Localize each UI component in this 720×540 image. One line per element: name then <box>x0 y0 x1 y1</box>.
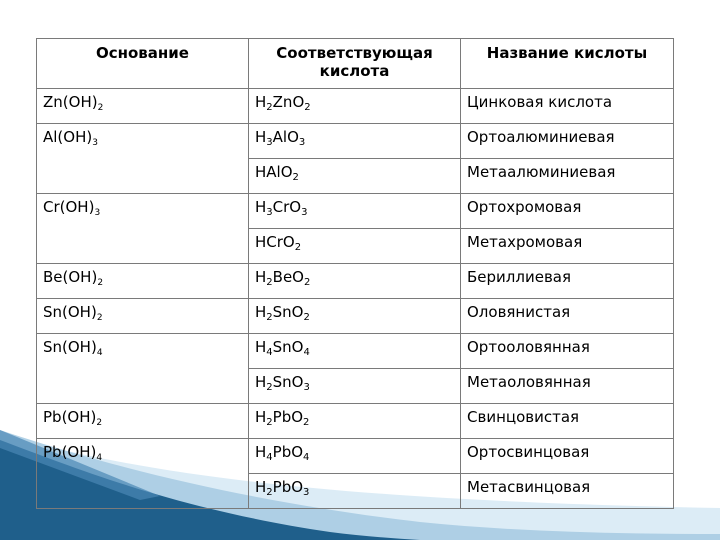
formula-subscript: 2 <box>266 102 273 113</box>
formula-text: Pb(OH) <box>43 443 97 461</box>
formula-text: HCrO <box>255 233 295 251</box>
acid-name-cell: Оловянистая <box>461 299 674 334</box>
formula-text: ZnO <box>272 93 305 111</box>
formula-subscript: 3 <box>303 487 310 498</box>
formula-text: H <box>255 303 267 321</box>
formula-subscript: 2 <box>266 382 273 393</box>
formula-subscript: 4 <box>303 347 310 358</box>
acid-formula-cell <box>249 334 461 369</box>
acid-formula-cell <box>249 194 461 229</box>
table-row <box>37 89 674 124</box>
table-row <box>37 404 674 439</box>
table-row <box>37 334 674 369</box>
acid-table <box>36 38 674 509</box>
formula-text: Zn(OH) <box>43 93 98 111</box>
formula-subscript: 2 <box>294 242 302 253</box>
formula-subscript: 3 <box>301 207 308 218</box>
table-row <box>37 124 674 159</box>
formula-text: SnO <box>272 338 304 356</box>
acid-name-cell: Ортохромовая <box>461 194 674 229</box>
formula-text: Be(OH) <box>43 268 98 286</box>
formula-text: H <box>255 478 267 496</box>
formula-text: Sn(OH) <box>43 303 97 321</box>
formula-text: AlO <box>272 128 299 146</box>
formula-subscript: 2 <box>303 417 310 428</box>
acid-formula-cell <box>249 159 461 194</box>
formula-text: SnO <box>272 373 304 391</box>
acid-formula-cell <box>249 474 461 509</box>
formula-text: Pb(OH) <box>43 408 97 426</box>
formula-subscript: 4 <box>96 348 103 358</box>
acid-name-cell: Ортосвинцовая <box>461 439 674 474</box>
acid-formula-cell <box>249 299 461 334</box>
formula-subscript: 2 <box>292 172 299 183</box>
table-row <box>37 299 674 334</box>
formula-subscript: 2 <box>266 312 273 323</box>
formula-text: HAlO <box>255 163 293 181</box>
table-row <box>37 194 674 229</box>
table-body <box>37 89 674 509</box>
formula-subscript: 2 <box>266 487 273 498</box>
base-formula-cell <box>37 124 249 194</box>
acid-name-cell: Бериллиевая <box>461 264 674 299</box>
formula-text: H <box>255 338 267 356</box>
formula-subscript: 3 <box>266 207 273 218</box>
formula-text: BeO <box>272 268 304 286</box>
header-base: Основание <box>37 39 249 89</box>
formula-text: PbO <box>272 478 304 496</box>
formula-text: Sn(OH) <box>43 338 97 356</box>
formula-text: SnO <box>272 303 304 321</box>
formula-subscript: 3 <box>94 208 101 218</box>
base-formula-cell <box>37 334 249 404</box>
base-formula-cell <box>37 404 249 439</box>
formula-subscript: 2 <box>97 278 104 288</box>
formula-text: H <box>255 373 267 391</box>
formula-text: H <box>255 128 267 146</box>
formula-subscript: 2 <box>304 102 311 113</box>
formula-text: H <box>255 93 267 111</box>
formula-subscript: 4 <box>96 453 103 463</box>
formula-subscript: 3 <box>266 137 273 148</box>
header-acid: Соответствующая кислота <box>249 39 461 89</box>
acid-formula-cell <box>249 124 461 159</box>
formula-subscript: 2 <box>97 103 104 113</box>
formula-subscript: 4 <box>303 452 310 463</box>
acid-formula-cell <box>249 229 461 264</box>
acid-name-cell: Ортоалюминиевая <box>461 124 674 159</box>
acid-formula-cell <box>249 89 461 124</box>
base-formula-cell <box>37 299 249 334</box>
acid-name-cell: Свинцовистая <box>461 404 674 439</box>
acid-name-cell: Ортооловянная <box>461 334 674 369</box>
formula-subscript: 3 <box>303 382 310 393</box>
formula-text: Al(OH) <box>43 128 93 146</box>
formula-subscript: 4 <box>266 452 273 463</box>
base-formula-cell <box>37 439 249 509</box>
acid-name-cell: Метаоловянная <box>461 369 674 404</box>
acid-formula-cell <box>249 439 461 474</box>
base-formula-cell <box>37 194 249 264</box>
acid-formula-cell <box>249 264 461 299</box>
formula-text: H <box>255 408 267 426</box>
acid-formula-cell <box>249 404 461 439</box>
formula-subscript: 2 <box>303 312 310 323</box>
acid-name-cell: Цинковая кислота <box>461 89 674 124</box>
formula-text: PbO <box>272 443 304 461</box>
formula-subscript: 2 <box>96 418 103 428</box>
formula-subscript: 2 <box>303 277 311 288</box>
acid-name-cell: Метаалюминиевая <box>461 159 674 194</box>
formula-subscript: 3 <box>92 138 98 148</box>
acid-name-cell: Метасвинцовая <box>461 474 674 509</box>
formula-subscript: 3 <box>298 137 306 148</box>
header-acid-name: Название кислоты <box>461 39 674 89</box>
formula-subscript: 2 <box>96 313 103 323</box>
acid-name-cell: Метахромовая <box>461 229 674 264</box>
table-row <box>37 264 674 299</box>
base-formula-cell <box>37 264 249 299</box>
base-formula-cell <box>37 89 249 124</box>
formula-subscript: 4 <box>266 347 273 358</box>
table-header-row <box>37 39 674 89</box>
formula-text: H <box>255 198 267 216</box>
table-row <box>37 439 674 474</box>
formula-text: H <box>255 268 267 286</box>
formula-text: PbO <box>272 408 304 426</box>
formula-text: Cr(OH) <box>43 198 95 216</box>
formula-text: H <box>255 443 267 461</box>
formula-subscript: 2 <box>266 277 273 288</box>
formula-subscript: 2 <box>266 417 273 428</box>
acid-formula-cell <box>249 369 461 404</box>
formula-text: CrO <box>272 198 302 216</box>
